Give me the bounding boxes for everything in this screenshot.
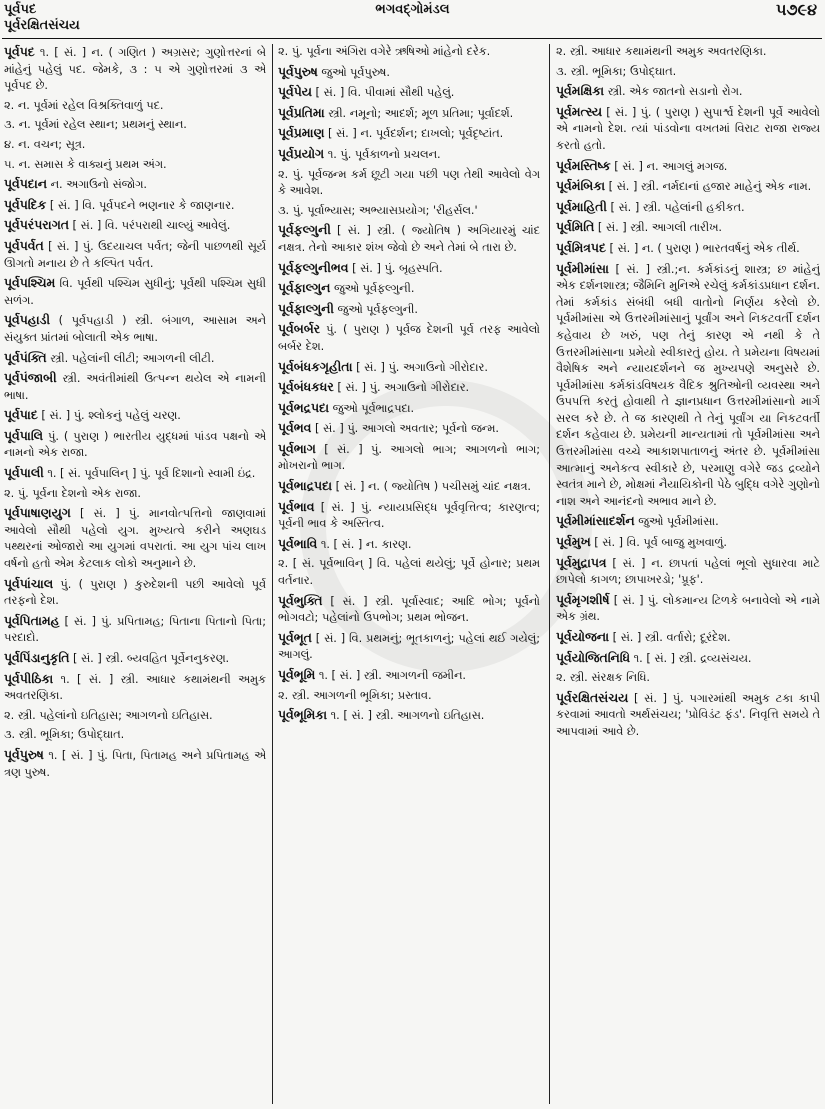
dictionary-entry <box>278 84 540 102</box>
headword: પૂર્વપંક્તિ <box>4 349 47 365</box>
headword: પૂર્વપદ <box>4 44 35 59</box>
definition-text: જુઓ પૂર્વપુરુષ. <box>321 65 390 79</box>
dictionary-entry <box>556 104 820 155</box>
headword: પૂર્વપર્વત <box>4 237 44 253</box>
dictionary-entry <box>556 178 820 196</box>
definition-text: સ્ત્રી. એક જાતનો સડાનો રોગ. <box>607 85 743 99</box>
definition-text: સ્ત્રી. નમૂનો; આદર્શ; મૂળ પ્રતિમા; પૂર્વાદર્શ. <box>328 106 514 120</box>
definition-text: [ સં. ] સ્ત્રી. બ્યવહિત પૂર્વેનનુકરણ. <box>73 652 230 665</box>
definition-text: [ સં. ] પું. ન્યાયપ્રસિદ્ધ પૂર્વવૃત્તિત્વ; કારણત્વ; પૂર્વની ભાવ કે અસ્તિત્વ. <box>278 500 540 531</box>
running-title: ભગવદ્ગોમંડલ <box>375 2 450 17</box>
definition-text: ૧. પું. પૂર્વકાળનો પ્રચલન. <box>327 147 441 161</box>
dictionary-entry <box>278 593 540 627</box>
dictionary-entry <box>278 222 540 256</box>
headword: પૂર્વભાવ <box>278 498 315 514</box>
dictionary-entry <box>278 44 540 61</box>
definition-text: ૧. [ સં. ] સ્ત્રી. આધાર કથામંથની અમુક અવતરણિકા. <box>4 672 266 703</box>
headword: પૂર્વમસ્તિષ્ક <box>556 157 611 173</box>
definition-text: [ સં. ] પું. અગાઉનો ગીરોદાર. <box>356 360 488 374</box>
definition-text: [ સં. ] સ્ત્રી. નર્મદાનાં હજાર માહેનું એક નામ. <box>608 180 812 194</box>
definition-text: ૨. પું. પૂર્વના અંગિરા વગેરે ઋષિઓ માંહેનો દરેક. <box>278 45 491 58</box>
dictionary-entry <box>278 420 540 438</box>
dictionary-entry <box>278 280 540 298</box>
headword: પૂર્વપિતામહ <box>4 612 60 628</box>
dictionary-entry <box>278 630 540 664</box>
dictionary-entry <box>4 98 266 115</box>
definition-text: પું. ( પુરાણ ) પૂર્વજ દેશની પૂર્વ તરફ આવેલો બર્બર દેશ. <box>278 323 540 353</box>
definition-text: ૨. સ્ત્રી. આગળની ભૂમિકા; પ્રસ્તાવ. <box>278 688 432 702</box>
dictionary-entry <box>556 555 820 589</box>
headword: પૂર્વમૃગશીર્ષ <box>556 591 610 607</box>
definition-text: ૨. પું. પૂર્વજન્મ કર્મ છૂટી ગયા પછી પણ તેથી આવેલો વેગ કે આવેશ. <box>278 167 540 198</box>
definition-text: [ સં. ] પું. માનવોત્પત્તિનો જાણવામાં આવેલો સૌથી પહેલો યુગ. મુખ્યત્વે કરીને અણઘડ પથ્થરનાં ઓજારો આ યુગમાં વપરાતાં. આ યુગ પાંચ લાખ વર્ષનો હતો એમ કેટલાક લોકો અનુમાને છે. <box>4 507 266 571</box>
dictionary-entry <box>556 158 820 176</box>
headword: પૂર્વમિત્રપદ <box>556 239 606 255</box>
dictionary-entry <box>556 629 820 647</box>
definition-text: ૧. [ સં. ] ન. કારણ. <box>320 537 412 551</box>
headword: પૂર્વમાહિતી <box>556 198 607 214</box>
definition-text: [ સં. ] ન. આગલું મગજ. <box>614 159 728 173</box>
dictionary-entry <box>278 400 540 418</box>
headword: પૂર્વબંધકગૃહીતા <box>278 358 353 374</box>
definition-text: ૫. ન. સમાસ કે વાક્યનું પ્રથમ અંગ. <box>4 157 167 171</box>
headword: પૂર્વમીમાંસા <box>556 260 609 276</box>
dictionary-entry <box>4 312 266 346</box>
headword: પૂર્વભાદ્રપદા <box>278 478 333 494</box>
dictionary-entry <box>278 301 540 319</box>
definition-text: [ સં. ] ન. પૂર્વદર્શન; દાખલો; પૂર્વદૃષ્ટાંત. <box>327 127 504 141</box>
dictionary-entry <box>4 428 266 462</box>
definition-text: ૩. સ્ત્રી. ભૂમિકા; ઉપોદ્ઘાત. <box>4 728 125 742</box>
definition-text: [ સં. ] સ્ત્રી. પહેલાંની હકીકત. <box>610 200 745 214</box>
dictionary-entry <box>278 688 540 705</box>
dictionary-entry <box>4 407 266 425</box>
definition-text: [ સં. ] વિ. પૂર્વ બાજુ મુખવાળું. <box>594 536 727 550</box>
dictionary-entry <box>278 105 540 123</box>
definition-text: પું. ( પુરાણ ) કુરુદેશની પછી આવેલો પૂર્વ તરફનો દેશ. <box>4 577 266 608</box>
definition-text: [ સં. ] સ્ત્રી. આગલી તારીખ. <box>597 221 722 235</box>
definition-text: ૩. ન. પૂર્વમાં રહેલ સ્થાન; પ્રથમનું સ્થાન. <box>4 118 187 132</box>
headword: પૂર્વપશ્ચિમ <box>4 275 56 291</box>
definition-text: સ્ત્રી. પહેલાંની લીટી; આગળની લીટી. <box>50 351 215 365</box>
definition-text: [ સં. ] ન. ( પુરાણ ) ભારતવર્ષનું એક તીર્થ. <box>609 241 800 255</box>
column-1 <box>4 44 266 1104</box>
header-rule <box>2 38 822 39</box>
headword: પૂર્વપીઠિકા <box>4 670 54 686</box>
headword: પૂર્વપુરુષ <box>278 63 318 79</box>
dictionary-entry <box>278 556 540 589</box>
dictionary-entry <box>4 117 266 134</box>
headword: પૂર્વમુદ્રાપત્ર <box>556 554 607 570</box>
headword: પૂર્વપદાન <box>4 176 47 192</box>
headword: પૂર્વપ્રમાણ <box>278 125 325 141</box>
dictionary-entry <box>4 217 266 235</box>
headword: પૂર્વપંજાબી <box>4 370 57 386</box>
definition-text: [ સં. ] પું. પગારમાંથી અમુક ટકા કાપી કરવામાં આવતો અર્થસંચય; 'પ્રોવિડંટ ફંડ'. નિવૃત્તિ સમયે તે આપવામાં આવે છે. <box>556 691 820 738</box>
definition-text: [ સં. ] વિ. પૂર્વપદને ભણનાર કે જાણનાર. <box>49 198 235 212</box>
definition-text: [ સં. ] પું. લોકમાન્ય ટિળકે બનાવેલો એ નામે એક ગ્રંથ. <box>556 593 820 624</box>
dictionary-entry <box>4 747 266 781</box>
definition-text: ૧. [ સં. ] સ્ત્રી. દ્રવ્યસંચય. <box>633 651 752 665</box>
dictionary-entry <box>278 359 540 377</box>
dictionary-entry <box>278 260 540 278</box>
definition-text: ન. અગાઉનો સંજોગ. <box>50 178 147 192</box>
definition-text: [ સં. ] પું. આગલો ભાગ; આગળનો ભાગ; મોખરાનો ભાગ. <box>278 442 540 473</box>
definition-text: ૩. પું. પૂર્વાભ્યાસ; અભ્યાસપ્રયોગ; 'રીહર્સલ.' <box>278 203 478 217</box>
dictionary-entry <box>4 137 266 154</box>
dictionary-entry <box>278 478 540 496</box>
dictionary-entry <box>4 505 266 572</box>
definition-text: ૨. ન. પૂર્વમાં રહેલ વિશ્રક્તિવાળું પદ. <box>4 98 164 112</box>
column-3 <box>556 44 820 1104</box>
dictionary-entry <box>556 219 820 237</box>
definition-text: જુઓ પૂર્વમીમાંસા. <box>638 515 719 529</box>
dictionary-entry <box>4 275 266 309</box>
headword: પૂર્વફલ્ગુની <box>278 222 331 238</box>
guide-word-first: પૂર્વપદ <box>4 2 37 17</box>
dictionary-entry <box>278 536 540 554</box>
dictionary-entry <box>556 592 820 626</box>
definition-text: [ સં. ] પું. શ્લોકનું પહેલું ચરણ. <box>41 409 181 423</box>
dictionary-entry <box>278 707 540 725</box>
definition-text: [ સં. ] સ્ત્રી. પૂર્વાસ્વાદ; આદિ ભોગ; પૂર્વનો ભોગવટો; પહેલાંનો ઉપભોગ; પ્રથમ ભોજન. <box>278 594 540 625</box>
dictionary-entry <box>556 690 820 741</box>
definition-text: પું. ( પુરાણ ) ભારતીય યુદ્ધમાં પાંડવ પક્ષનો એ નામનો એક રાજા. <box>4 429 266 460</box>
dictionary-entry <box>278 167 540 200</box>
headword: પૂર્વભાવિ <box>278 535 318 551</box>
definition-text: ૩. સ્ત્રી. ભૂમિકા; ઉપોદ્ઘાત. <box>556 64 677 78</box>
definition-text: ૧. [ સં. ] ન. ( ગણિત ) અગ્રસર; ગુણોત્તરનાં બે માંહેનું પહેલું પદ. જેમકે, ૩ : ૫ એ ગુણોત્તરમાં ૩ એ પૂર્વપદ છે. <box>4 46 266 93</box>
headword: પૂર્વફલ્ગુનીભવ <box>278 259 349 275</box>
page-number: ૫૭૯૪ <box>775 0 817 19</box>
definition-text: [ સં. ] પું. પ્રપિતામહ; પિતાના પિતાનો પિતા; પરદાદો. <box>4 614 266 645</box>
dictionary-entry <box>4 576 266 610</box>
definition-text: [ સં. ] પું. બૃહસ્પતિ. <box>352 261 443 275</box>
headword: પૂર્વપાંચાલ <box>4 575 54 591</box>
headword: પૂર્વપાષાણયુગ <box>4 505 71 521</box>
definition-text: ૨. સ્ત્રી. સંરક્ષક નિધિ. <box>556 671 651 685</box>
dictionary-entry <box>278 146 540 164</box>
dictionary-entry <box>278 379 540 397</box>
headword: પૂર્વપાલી <box>4 465 44 481</box>
definition-text: ૧. [ સં. ] સ્ત્રી. આગળની જમીન. <box>318 669 466 682</box>
dictionary-entry <box>278 64 540 82</box>
headword: પૂર્વમિતિ <box>556 219 595 235</box>
dictionary-entry <box>4 708 266 725</box>
headword: પૂર્વમીમાંસાદર્શન <box>556 513 635 529</box>
dictionary-entry <box>556 64 820 81</box>
definition-text: [ સં. ] પું. આગલો અવતાર; પૂર્વનો જન્મ. <box>315 422 499 436</box>
definition-text: [ સં. ] પું. ઉદયાચલ પર્વત; જેની પાછળથી સૂર્ય ઊગતો મનાય છે તે કલ્પિત પર્વત. <box>4 239 266 270</box>
headword: પૂર્વમંબિકા <box>556 178 606 194</box>
dictionary-entry <box>4 671 266 705</box>
headword: પૂર્વમત્સ્ય <box>556 103 602 119</box>
definition-text: જુઓ પૂર્વભાદ્રપદા. <box>332 401 415 415</box>
definition-text: [ સં. ] ન. છાપતાં પહેલાં ભૂલો સુધારવા માટે છાપેલો કાગળ; છાપાખરડો; 'પ્રૂફ'. <box>556 556 820 587</box>
headword: પૂર્વપરંપરાગત <box>4 217 69 233</box>
dictionary-entry <box>4 465 266 483</box>
column-divider <box>272 44 273 1104</box>
dictionary-entry <box>4 238 266 272</box>
definition-text: ૨. પું. પૂર્વના દેશનો એક રાજા. <box>4 486 141 500</box>
headword: પૂર્વરક્ષિતસંચય <box>556 689 629 705</box>
dictionary-entry <box>4 157 266 174</box>
headword: પૂર્વભૂમિ <box>278 667 316 682</box>
dictionary-entry <box>4 727 266 744</box>
dictionary-entry <box>278 125 540 143</box>
headword: પૂર્વભદ્રપદા <box>278 399 329 415</box>
headword: પૂર્વપાલિ <box>4 427 44 443</box>
dictionary-entry <box>556 261 820 511</box>
dictionary-entry <box>556 83 820 101</box>
column-2 <box>278 44 540 1104</box>
dictionary-entry <box>556 534 820 552</box>
dictionary-entry <box>556 650 820 668</box>
headword: પૂર્વપ્રયોગ <box>278 145 325 161</box>
definition-text: [ સં. ] ન. ( જ્યોતિષ ) પચીસમું ચાંદ નક્ષત્ર. <box>335 480 531 494</box>
dictionary-entry <box>278 321 540 355</box>
headword: પૂર્વબંધકધર <box>278 379 334 395</box>
headword: પૂર્વભવ <box>278 420 312 436</box>
guide-word-last: પૂર્વરક્ષિતસંચય <box>4 18 80 33</box>
dictionary-entry <box>4 350 266 368</box>
headword: પૂર્વપેય <box>278 84 312 100</box>
definition-text: વિ. પૂર્વથી પશ્ચિમ સુધીનું; પૂર્વથી પશ્ચિમ સુધી સળંગ. <box>4 277 266 307</box>
definition-text: ૧. [ સં. ] પું. પિતા, પિતામહ અને પ્રપિતામહ એ ત્રણ પુરુષ. <box>4 748 266 779</box>
dictionary-entry <box>4 176 266 194</box>
definition-text: [ સં. ] વિ. પ્રથમનું; ભૂતકાળનું; પહેલાં થઈ ગયેલું; આગલું. <box>278 631 540 662</box>
dictionary-entry <box>556 240 820 258</box>
headword: પૂર્વફાલ્ગુની <box>278 300 334 316</box>
definition-text: જુઓ પૂર્વફલ્ગુની. <box>333 282 415 296</box>
headword: પૂર્વયોજિતનિધિ <box>556 649 631 665</box>
dictionary-entry <box>556 199 820 217</box>
headword: પૂર્વભૂમિકા <box>278 707 328 723</box>
dictionary-entry <box>556 44 820 61</box>
definition-text: [ સં. ] સ્ત્રી. ( જ્યોતિષ ) અગિયારમું ચાંદ નક્ષત્ર. તેનો આકાર શંખ જેવો છે અને તેમાં બે તારા છે. <box>278 224 540 254</box>
dictionary-entry <box>4 44 266 95</box>
headword: પૂર્વપહાડી <box>4 312 50 328</box>
dictionary-entry <box>556 513 820 531</box>
headword: પૂર્વપિંડાનુકૃતિ <box>4 650 70 665</box>
definition-text: ૧. [ સં. પૂર્વપાલિન્ ] પું. પૂર્વ દિશાનો સ્વામી ઇંદ્ર. <box>47 467 256 481</box>
headword: પૂર્વપાદ <box>4 407 38 423</box>
dictionary-entry <box>278 499 540 533</box>
definition-text: ( પૂર્વપહાડી ) સ્ત્રી. બંગાળ, આસામ અને સંયુક્ત પ્રાંતમાં બોલાતી એક ભાષા. <box>4 314 266 344</box>
headword: પૂર્વપ્રતિમા <box>278 104 325 120</box>
dictionary-entry <box>278 203 540 220</box>
definition-text: ૧. [ સં. ] સ્ત્રી. આગળનો ઇતિહાસ. <box>330 709 485 723</box>
dictionary-entry <box>278 441 540 475</box>
dictionary-entry <box>4 486 266 503</box>
definition-text: [ સં. ] સ્ત્રી.;ન. કર્મકાંડનું શાસ્ત્ર; છ માંહેનું એક દર્શનશાસ્ત્ર; જૈમિનિ મુનિએ રચેલું કર્મકાંડપ્રધાન દર્શન. તેમાં કર્મકાંડ સંબંધી બધી વાતોનો નિર્ણય કરેલો છે. પૂર્વમીમાંસા એ ઉત્તરમીમાંસાનું પૂર્વાંગ અને નિકટવર્તી દર્શન કહેવાય છે ખરું, પણ તેનું કારણ એ નથી કે તે ઉત્તરમીમાંસાના પ્રમેયો સ્વીકારતું હોય. તે પ્રમેયના વિષયમાં વૈશેષિક અને ન્યાયદર્શનને જ મુખ્યપણે અનુસરે છે. પૂર્વમીમાંસા કર્મકાંડવિષયક વૈદિક શ્રુતિઓની વ્યવસ્થા અને ઉપપત્તિ કરતું હોવાથી તે જ્ઞાનપ્રધાન ઉત્તરમીમાંસાનો માર્ગ સરલ કરે છે. તે જ કારણથી તે તેનું પૂર્વાંગ યા નિકટવર્તી દર્શન કહેવાય છે. પ્રમેયની માન્યતામાં તો પૂર્વમીમાંસા અને ઉત્તરમીમાંસા વચ્ચે આકાશપાતાળનું અંતર છે. પૂર્વમીમાંસા આત્માનું અનેકત્વ સ્વીકારે છે, પરમાણુ વગેરે જડ દ્રવ્યોને સ્વતંત્ર માને છે, મોક્ષમાં નૈયાયિકોની પેઠે બુદ્ધિ વગેરે ગુણોનો નાશ અને આનંદનો અભાવ માને છે. <box>556 262 820 508</box>
definition-text: [ સં. ] વિ. પરંપરાથી ચાલ્યું આવેલું. <box>72 219 231 233</box>
dictionary-entry <box>4 613 266 647</box>
dictionary-entry <box>4 650 266 668</box>
dictionary-entry <box>4 370 266 404</box>
dictionary-entry <box>4 197 266 215</box>
definition-text: [ સં. ] પું. ( પુરાણ ) સુપાર્શ્વ દેશની પૂર્વે આવેલો એ નામનો દેશ. ત્યાં પાંડવોના વખતમાં વિરાટ રાજા રાજ્ય કરતો હતો. <box>556 105 820 152</box>
headword: પૂર્વબર્બર <box>278 321 321 337</box>
headword: પૂર્વફાલ્ગુન <box>278 280 331 296</box>
headword: પૂર્વભાગ <box>278 440 316 456</box>
definition-text: જુઓ પૂર્વફલ્ગુની. <box>337 302 418 316</box>
headword: પૂર્વપુરુષ <box>4 746 44 762</box>
definition-text: સ્ત્રી. અવંતીમાંથી ઉત્પન્ન થયેલ એ નામની ભાષા. <box>4 372 266 402</box>
definition-text: ૪. ન. વચન; સૂત્ર. <box>4 137 86 151</box>
headword: પૂર્વમક્ષિકા <box>556 83 605 99</box>
headword: પૂર્વમુખ <box>556 534 591 550</box>
definition-text: ૨. [ સં. પૂર્વભાવિન્ ] વિ. પહેલાં થયેલું; પૂર્વે હોનાર; પ્રથમ વર્તનાર. <box>278 557 540 588</box>
headword: પૂર્વપદિક <box>4 196 47 212</box>
headword: પૂર્વયોજના <box>556 629 609 644</box>
headword: પૂર્વભુક્તિ <box>278 592 323 608</box>
headword: પૂર્વભૂત <box>278 629 312 645</box>
definition-text: ૨. સ્ત્રી. આધાર કથામંથની અમુક અવતરણિકા. <box>556 45 767 58</box>
definition-text: [ સં. ] પું. અગાઉનો ગીરોદાર. <box>337 381 470 395</box>
dictionary-entry <box>278 667 540 685</box>
page-header <box>0 0 825 20</box>
column-divider <box>549 44 550 1104</box>
definition-text: ૨. સ્ત્રી. પહેલાંનો ઇતિહાસ; આગળનો ઇતિહાસ. <box>4 708 213 722</box>
definition-text: [ સં. ] વિ. પીવામાં સૌથી પહેલું. <box>315 86 455 100</box>
dictionary-entry <box>556 670 820 687</box>
definition-text: [ સં. ] સ્ત્રી. વર્તારો; દૂરંદેશ. <box>612 631 731 644</box>
